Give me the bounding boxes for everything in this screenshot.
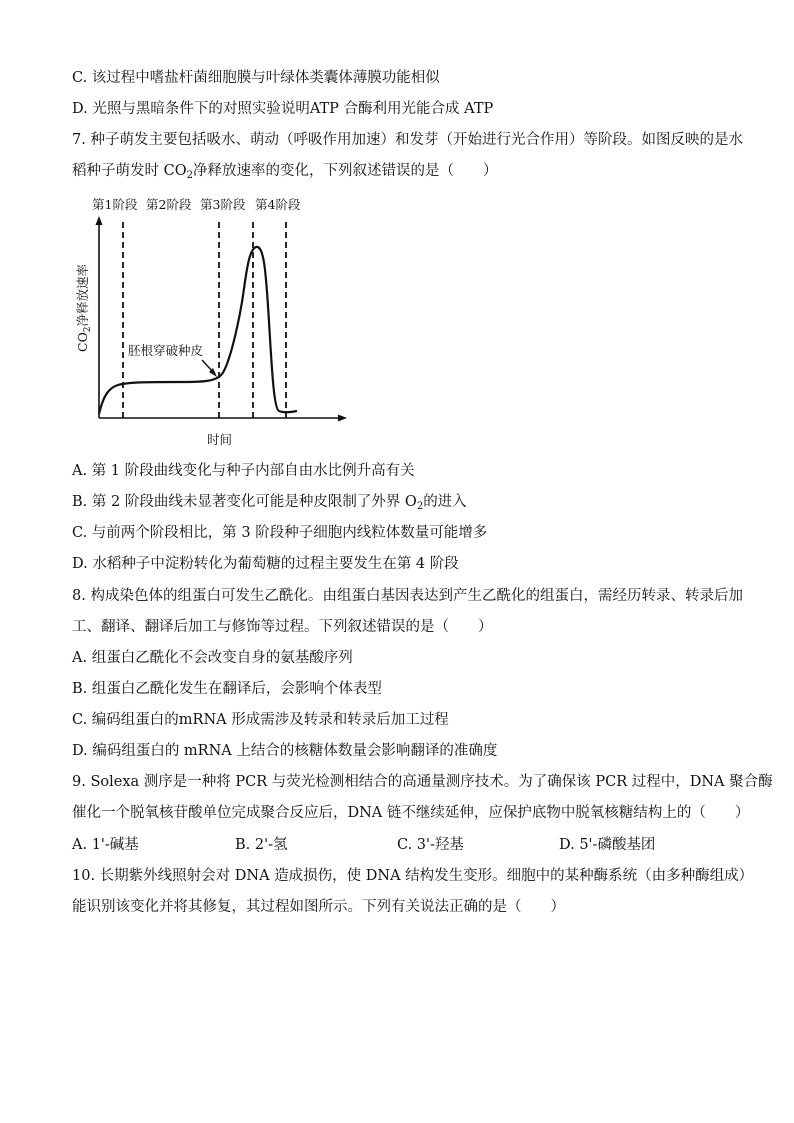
co2-release-curve (99, 247, 297, 414)
q7-option-d: D. 水稻种子中淀粉转化为葡萄糖的过程主要发生在第 4 阶段 (72, 556, 459, 572)
stage-label-3: 第3阶段 (200, 197, 246, 212)
q9-stem-line2: 催化一个脱氧核苷酸单位完成聚合反应后，DNA 链不继续延伸，应保护底物中脱氧核糖结构上的（ ） (72, 805, 750, 821)
q7-option-c: C. 与前两个阶段相比，第 3 阶段种子细胞内线粒体数量可能增多 (72, 525, 488, 541)
q7-stem-line2: 稻种子萌发时 $CO_2$净释放速率的变化，下列叙述错误的是（ ） (72, 163, 498, 181)
q7-stem-line1: 7. 种子萌发主要包括吸水、萌动（呼吸作用加速）和发芽（开始进行光合作用）等阶段。如图反映的是水 (72, 132, 743, 148)
q8-option-b: B. 组蛋白乙酰化发生在翻译后，会影响个体表型 (72, 681, 382, 697)
stage-label-4: 第4阶段 (255, 197, 301, 212)
y-axis-arrow (96, 216, 103, 225)
annotation-radicle: 胚根穿破种皮 (128, 343, 204, 358)
y-axis-label: $CO_2$净释放速率 (75, 263, 93, 352)
x-axis-label: 时间 (207, 432, 233, 447)
q8-stem-line2: 工、翻译、翻译后加工与修饰等过程。下列叙述错误的是（ ） (72, 619, 493, 635)
q10-stem-line2: 能识别该变化并将其修复，其过程如图所示。下列有关说法正确的是（ ） (72, 899, 565, 915)
q9-option-d: D. 5'-磷酸基团 (559, 837, 656, 853)
x-axis-arrow (338, 415, 347, 422)
q10-stem-line1: 10. 长期紫外线照射会对 DNA 造成损伤，使 DNA 结构发生变形。细胞中的某种酶系统（由多种酶组成） (72, 868, 754, 884)
q9-stem-line1: 9. Solexa 测序是一种将 PCR 与荧光检测相结合的高通量测序技术。为了确保该 PCR 过程中，DNA 聚合酶 (72, 774, 773, 790)
q8-option-c: C. 编码组蛋白的mRNA 形成需涉及转录和转录后加工过程 (72, 712, 449, 728)
q9-option-a: A. 1'-碱基 (72, 837, 139, 853)
q8-option-a: A. 组蛋白乙酰化不会改变自身的氨基酸序列 (72, 650, 353, 666)
q6-option-d: D. 光照与黑暗条件下的对照实验说明ATP 合酶利用光能合成 ATP (72, 101, 494, 117)
stage-label-2: 第2阶段 (146, 197, 192, 212)
q8-stem-line1: 8. 构成染色体的组蛋白可发生乙酰化。由组蛋白基因表达到产生乙酰化的组蛋白，需经历转录、转录后加 (72, 588, 743, 604)
q7-option-a: A. 第 1 阶段曲线变化与种子内部自由水比例升高有关 (72, 463, 415, 479)
q7-option-b: B. 第 2 阶段曲线未显著变化可能是种皮限制了外界 $O_2$的进入 (72, 494, 467, 512)
stage-label-1: 第1阶段 (92, 197, 138, 212)
q9-option-c: C. 3'-羟基 (397, 837, 464, 853)
q6-option-c: C. 该过程中嗜盐杆菌细胞膜与叶绿体类囊体薄膜功能相似 (72, 70, 440, 86)
q8-option-d: D. 编码组蛋白的 mRNA 上结合的核糖体数量会影响翻译的准确度 (72, 743, 498, 759)
co2-release-figure (70, 192, 360, 450)
q9-option-b: B. 2'-氢 (235, 837, 288, 853)
